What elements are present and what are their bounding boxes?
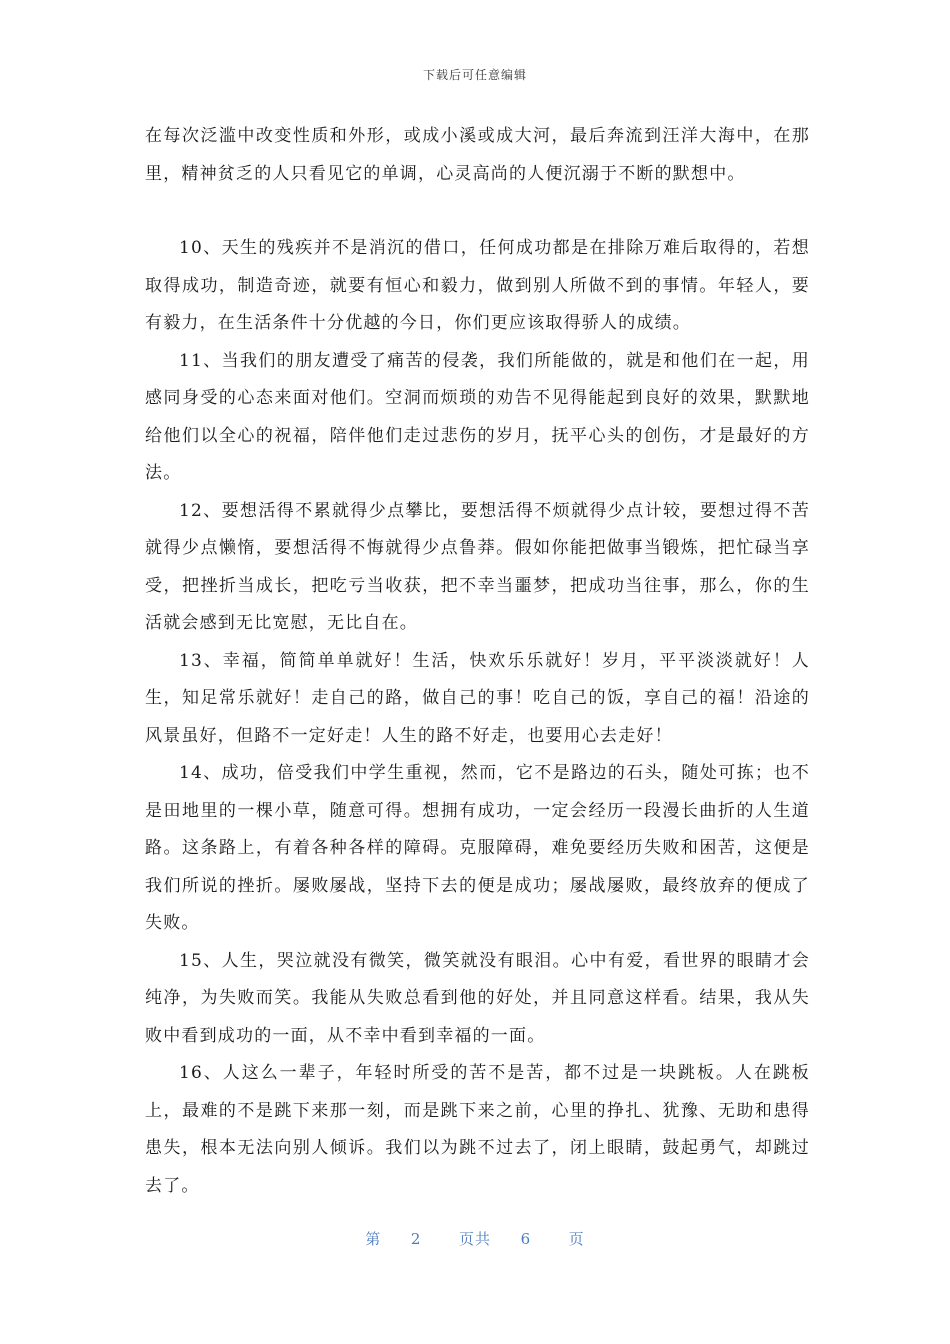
current-page-number: 2 [410, 1230, 422, 1248]
paragraph-item-12: 12、要想活得不累就得少点攀比，要想活得不烦就得少点计较，要想过得不苦就得少点懒惰，要想活得不悔就得少点鲁莽。假如你能把做事当锻炼，把忙碌当享受，把挫折当成长，把吃亏当收获，把不幸当噩梦，把成功当往事，那么，你的生活就会感到无比宽慰，无比自在。 [145, 500, 810, 633]
page-label-suffix: 页 [568, 1230, 585, 1248]
total-pages-number: 6 [520, 1230, 532, 1248]
paragraph-item-10: 10、天生的残疾并不是消沉的借口，任何成功都是在排除万难后取得的，若想取得成功，制造奇迹，就要有恒心和毅力，做到别人所做不到的事情。年轻人，要有毅力，在生活条件十分优越的今日，你们更应该取得骄人的成绩。 [145, 238, 810, 333]
paragraph-item-14: 14、成功，倍受我们中学生重视，然而，它不是路边的石头，随处可拣；也不是田地里的一棵小草，随意可得。想拥有成功，一定会经历一段漫长曲折的人生道路。这条路上，有着各种各样的障碍。克服障碍，难免要经历失败和困苦，这便是我们所说的挫折。屡败屡战，坚持下去的便是成功；屡战屡败，最终放弃的便成了失败。 [145, 763, 810, 933]
page-footer [0, 1228, 950, 1249]
paragraph-item-13: 13、幸福，简简单单就好！生活，快欢乐乐就好！岁月，平平淡淡就好！人生，知足常乐就好！走自己的路，做自己的事！吃自己的饭，享自己的福！沿途的风景虽好，但路不一定好走！人生的路不好走，也要用心去走好！ [145, 650, 810, 746]
paragraph-item-16: 16、人这么一辈子，年轻时所受的苦不是苦，都不过是一块跳板。人在跳板上，最难的不是跳下来那一刻，而是跳下来之前，心里的挣扎、犹豫、无助和患得患失，根本无法向别人倾诉。我们以为跳不过去了，闭上眼睛，鼓起勇气，却跳过去了。 [145, 1063, 810, 1196]
paragraph-item-15: 15、人生，哭泣就没有微笑，微笑就没有眼泪。心中有爱，看世界的眼睛才会纯净，为失败而笑。我能从失败总看到他的好处，并且同意这样看。结果，我从失败中看到成功的一面，从不幸中看到幸福的一面。 [145, 950, 810, 1046]
page-header: 下载后可任意编辑 [422, 68, 527, 82]
page-label-middle: 页共 [458, 1230, 491, 1248]
paragraph-item-11: 11、当我们的朋友遭受了痛苦的侵袭，我们所能做的，就是和他们在一起，用感同身受的心态来面对他们。空洞而烦琐的劝告不见得能起到良好的效果，默默地给他们以全心的祝福，陪伴他们走过悲伤的岁月，抚平心头的创伤，才是最好的方法。 [145, 350, 810, 483]
document-body [145, 118, 810, 1205]
paragraph-continuation: 在每次泛滥中改变性质和外形，或成小溪或成大河，最后奔流到汪洋大海中，在那里，精神贫乏的人只看见它的单调，心灵高尚的人便沉溺于不断的默想中。 [145, 126, 810, 184]
page-label-prefix: 第 [365, 1230, 382, 1248]
